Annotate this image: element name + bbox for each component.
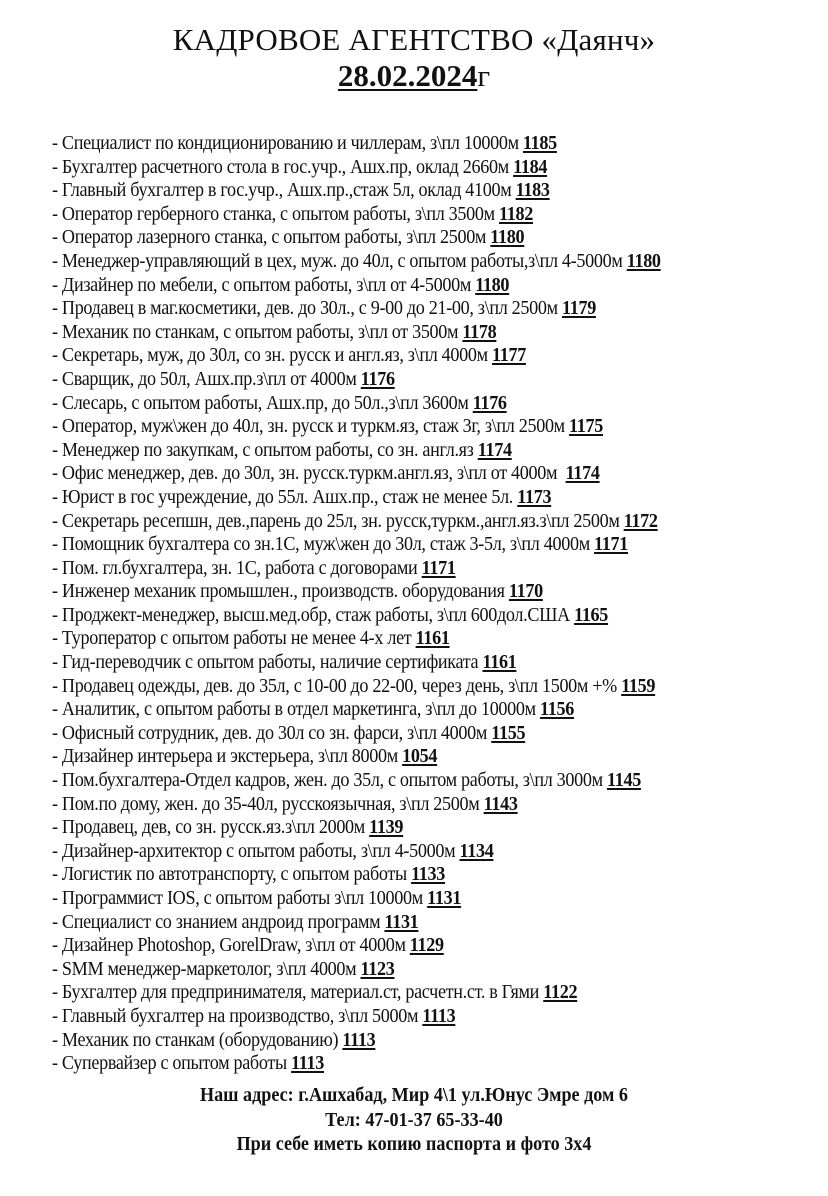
vacancy-text: - Супервайзер с опытом работы [52, 1053, 292, 1075]
vacancy-code: 1139 [369, 817, 404, 839]
vacancy-item [52, 439, 759, 463]
vacancy-code: 1178 [462, 321, 497, 343]
vacancy-item [52, 769, 759, 793]
vacancy-code: 1155 [491, 722, 526, 744]
vacancy-item [52, 226, 759, 250]
vacancy-code: 1122 [543, 982, 578, 1004]
vacancy-text: - Офис менеджер, дев. до 30л, зн. русск.туркм.англ.яз, з\пл от 4000м [52, 463, 566, 485]
vacancy-text: - Главный бухгалтер в гос.учр., Ашх.пр.,стаж 5л, оклад 4100м [52, 180, 516, 202]
vacancy-code: 1113 [342, 1029, 376, 1051]
vacancy-code: 1180 [626, 250, 661, 272]
vacancy-item [52, 415, 759, 439]
vacancy-item [52, 368, 759, 392]
vacancy-item [52, 557, 759, 581]
vacancy-text: - Секретарь ресепшн, дев.,парень до 25л, зн. русск,туркм.,англ.яз.з\пл 2500м [52, 510, 624, 532]
vacancy-item [52, 392, 759, 416]
vacancy-text: - Пом.по дому, жен. до 35-40л, русскоязычная, з\пл 2500м [52, 793, 484, 815]
vacancy-text: - Аналитик, с опытом работы в отдел маркетинга, з\пл до 10000м [52, 699, 541, 721]
vacancy-item [52, 981, 759, 1005]
vacancy-code: 1174 [477, 439, 512, 461]
vacancy-code: 1173 [517, 486, 552, 508]
vacancy-item [52, 840, 759, 864]
vacancy-item [52, 274, 759, 298]
vacancy-item [52, 344, 759, 368]
phone-line: Тел: 47-01-37 65-33-40 [325, 1109, 503, 1131]
vacancy-text: - Специалист по кондиционированию и чиллерам, з\пл 10000м [52, 133, 523, 154]
vacancy-code: 1185 [522, 133, 557, 154]
vacancy-item [52, 698, 759, 722]
vacancy-item [52, 1029, 759, 1053]
vacancy-code: 1180 [490, 227, 525, 249]
vacancy-item [52, 627, 759, 651]
vacancy-code: 1129 [409, 935, 444, 957]
vacancy-code: 1184 [513, 156, 548, 178]
vacancy-code: 1171 [594, 534, 629, 556]
vacancy-text: - Помощник бухгалтера со зн.1С, муж\жен до 30л, стаж 3-5л, з\пл 4000м [52, 534, 595, 556]
vacancy-code: 1174 [565, 463, 600, 485]
vacancy-item [52, 1005, 759, 1029]
vacancy-text: - Гид-переводчик с опытом работы, наличие сертификата [52, 652, 483, 674]
document-date [0, 58, 828, 94]
vacancy-code: 1161 [415, 628, 450, 650]
vacancy-item [52, 132, 759, 156]
vacancy-text: - Оператор герберного станка, с опытом работы, з\пл 3500м [52, 203, 500, 225]
vacancy-code: 1183 [515, 180, 550, 202]
vacancy-item [52, 156, 759, 180]
vacancy-text: - Логистик по автотранспорту, с опытом работы [52, 864, 412, 886]
vacancy-code: 1161 [482, 652, 517, 674]
vacancy-code: 1133 [411, 864, 446, 886]
vacancy-text: - Главный бухгалтер на производство, з\пл 5000м [52, 1005, 423, 1027]
vacancy-code: 1131 [427, 888, 462, 909]
vacancy-code: 1134 [459, 840, 494, 862]
vacancy-text: - SMM менеджер-маркетолог, з\пл 4000м [52, 958, 361, 980]
vacancy-text: - Специалист со знанием андроид программ [52, 911, 385, 933]
vacancy-text: - Инженер механик промышлен., производств. оборудования [52, 581, 509, 603]
vacancy-text: - Дизайнер Photoshop, GorelDraw, з\пл от 4000м [52, 935, 410, 957]
vacancy-code: 1180 [475, 274, 510, 296]
vacancy-item [52, 911, 759, 935]
vacancy-text: - Бухгалтер расчетного стола в гос.учр., Ашх.пр, оклад 2660м [52, 156, 514, 178]
vacancy-code: 1176 [360, 368, 395, 390]
vacancy-text: - Офисный сотрудник, дев. до 30л со зн. фарси, з\пл 4000м [52, 722, 492, 744]
documents-note: При себе иметь копию паспорта и фото 3x4 [236, 1134, 592, 1155]
vacancy-code: 1172 [623, 510, 658, 532]
vacancy-item [52, 651, 759, 675]
vacancy-text: - Оператор, муж\жен до 40л, зн. русск и туркм.яз, стаж 3г, з\пл 2500м [52, 416, 570, 438]
vacancy-text: - Пом.бухгалтера-Отдел кадров, жен. до 35л, с опытом работы, з\пл 3000м [52, 770, 607, 792]
vacancy-item [52, 510, 759, 534]
vacancy-code: 1171 [421, 557, 456, 579]
vacancy-item [52, 887, 759, 911]
vacancy-code: 1177 [491, 345, 526, 367]
vacancy-item [52, 1052, 759, 1076]
vacancy-code: 1182 [499, 203, 533, 225]
vacancy-code: 1165 [574, 604, 609, 626]
vacancy-item [52, 462, 759, 486]
vacancy-text: - Оператор лазерного станка, с опытом работы, з\пл 2500м [52, 227, 491, 249]
address-line: Наш адрес: г.Ашхабад, Мир 4\1 ул.Юнус Эмре дом 6 [199, 1085, 628, 1106]
vacancy-item [52, 722, 759, 746]
vacancy-code: 1123 [360, 958, 395, 980]
vacancy-text: - Механик по станкам (оборудованию) [52, 1029, 343, 1051]
vacancy-text: - Секретарь, муж, до 30л, со зн. русск и англ.яз, з\пл 4000м [52, 345, 492, 367]
vacancy-item [52, 863, 759, 887]
vacancy-code: 1179 [562, 298, 596, 320]
vacancy-text: - Механик по станкам, с опытом работы, з\пл от 3500м [52, 321, 463, 343]
vacancy-item [52, 297, 759, 321]
vacancy-code: 1143 [483, 793, 518, 815]
vacancy-item [52, 580, 759, 604]
vacancy-text: - Пом. гл.бухгалтера, зн. 1С, работа с договорами [52, 557, 422, 579]
vacancy-item [52, 958, 759, 982]
vacancy-code: 1175 [569, 416, 604, 438]
vacancy-code: 1131 [384, 911, 419, 933]
vacancy-item [52, 179, 759, 203]
vacancy-item [52, 321, 759, 345]
vacancy-code: 1159 [621, 675, 656, 697]
vacancy-text: - Юрист в гос учреждение, до 55л. Ашх.пр., стаж не менее 5л. [52, 486, 518, 508]
vacancy-text: - Дизайнер интерьера и экстерьера, з\пл 8000м [52, 746, 403, 768]
vacancy-code: 1170 [508, 581, 543, 603]
vacancy-code: 1156 [540, 699, 575, 721]
vacancy-text: - Проджект-менеджер, высш.мед.обр, стаж работы, з\пл 600дол.США [52, 604, 575, 626]
vacancy-item [52, 250, 759, 274]
vacancy-item [52, 604, 759, 628]
vacancy-item [52, 203, 759, 227]
vacancy-code: 1113 [422, 1005, 456, 1027]
vacancy-text: - Бухгалтер для предпринимателя, материал.ст, расчетн.ст. в Гями [52, 982, 544, 1004]
vacancy-item [52, 533, 759, 557]
vacancy-item [52, 486, 759, 510]
vacancy-text: - Сварщик, до 50л, Ашх.пр.з\пл от 4000м [52, 368, 361, 390]
vacancy-item [52, 793, 759, 817]
vacancy-code: 1176 [472, 392, 507, 414]
vacancy-code: 1054 [402, 746, 438, 768]
vacancy-item [52, 816, 759, 840]
vacancy-item [52, 675, 759, 699]
vacancy-text: - Программист IOS, с опытом работы з\пл 10000м [52, 888, 428, 909]
vacancy-text: - Дизайнер по мебели, с опытом работы, з\пл от 4-5000м [52, 274, 476, 296]
vacancy-list [52, 132, 812, 1076]
vacancy-text: - Продавец, дев, со зн. русск.яз.з\пл 2000м [52, 817, 370, 839]
vacancy-text: - Менеджер по закупкам, с опытом работы, со зн. англ.яз [52, 439, 478, 461]
document-title: КАДРОВОЕ АГЕНТСТВО «Даянч» [172, 22, 656, 57]
date-suffix: г [477, 58, 491, 93]
vacancy-text: - Дизайнер-архитектор с опытом работы, з\пл 4-5000м [52, 840, 460, 862]
date-value: 28.02.2024 [337, 58, 478, 93]
contact-footer [0, 1084, 828, 1158]
vacancy-text: - Продавец в маг.косметики, дев. до 30л., с 9-00 до 21-00, з\пл 2500м [52, 298, 563, 320]
vacancy-text: - Продавец одежды, дев. до 35л, с 10-00 до 22-00, через день, з\пл 1500м +% [52, 675, 622, 697]
vacancy-item [52, 745, 759, 769]
vacancy-code: 1145 [606, 770, 641, 792]
vacancy-item [52, 934, 759, 958]
vacancy-code: 1113 [291, 1053, 324, 1075]
vacancy-text: - Менеджер-управляющий в цех, муж. до 40л, с опытом работы,з\пл 4-5000м [52, 250, 627, 272]
vacancy-text: - Слесарь, с опытом работы, Ашх.пр, до 50л.,з\пл 3600м [52, 392, 473, 414]
vacancy-text: - Туроператор с опытом работы не менее 4-х лет [52, 628, 416, 650]
